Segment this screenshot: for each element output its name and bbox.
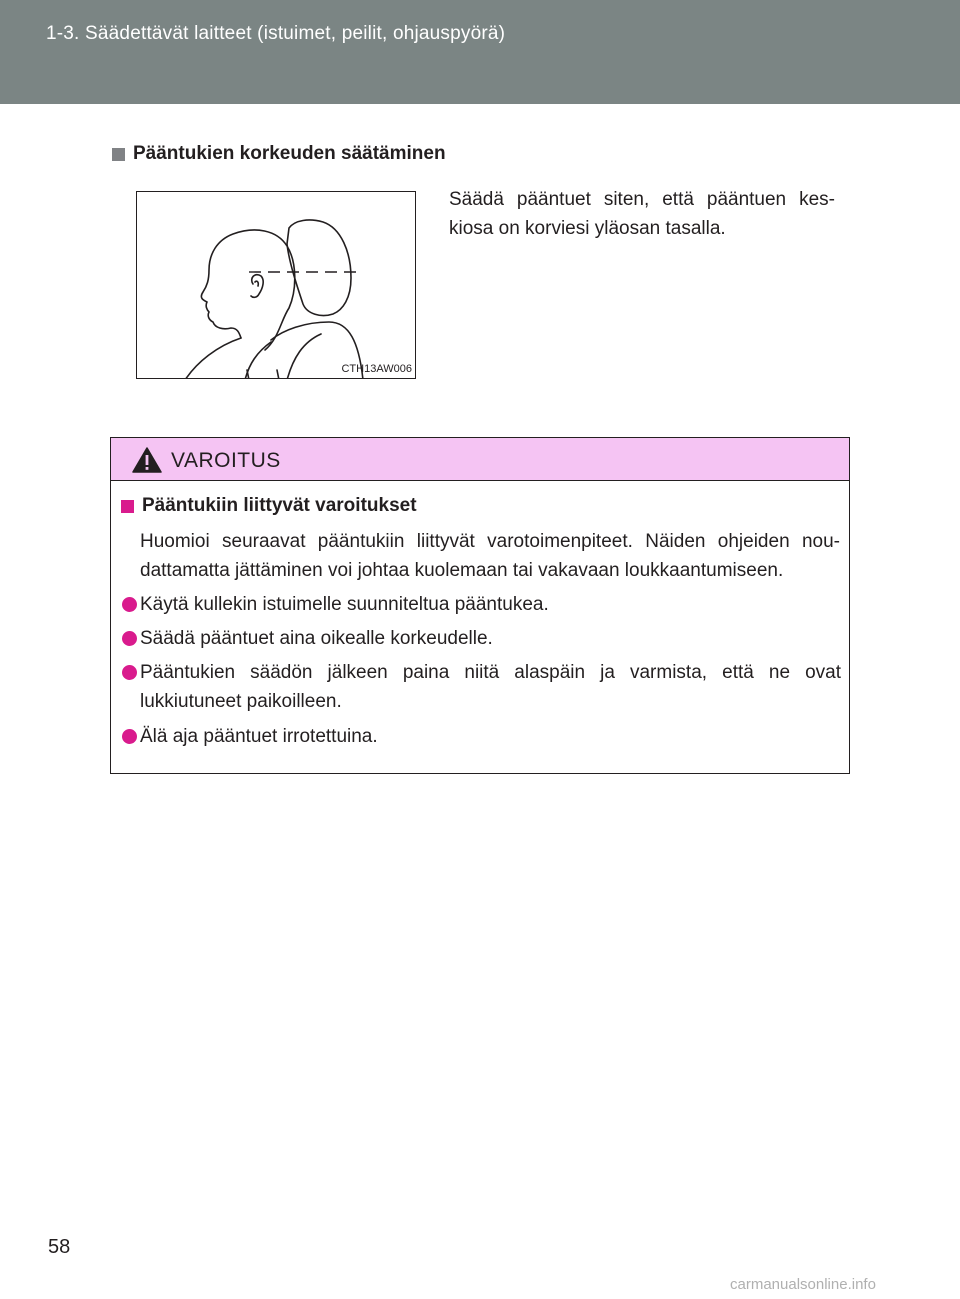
round-bullet-icon xyxy=(122,631,137,646)
header-section-title: 1-3. Säädettävät laitteet (istuimet, peilit, ohjauspyörä) xyxy=(46,23,506,44)
list-item xyxy=(121,658,841,716)
square-bullet-icon xyxy=(112,148,125,161)
list-item-text: Älä aja pääntuet irrotettuina. xyxy=(140,726,378,747)
list-item xyxy=(121,722,841,751)
warning-subheading xyxy=(121,495,417,517)
watermark: carmanualsonline.info xyxy=(730,1276,876,1293)
head-and-headrest-drawing xyxy=(137,192,416,379)
list-item xyxy=(121,624,841,653)
round-bullet-icon xyxy=(122,729,137,744)
list-item-text: Käytä kullekin istuimelle suunniteltua pääntukea. xyxy=(140,594,549,615)
page-number: 58 xyxy=(48,1236,71,1258)
figure-code: CTH13AW006 xyxy=(341,363,412,375)
warning-box xyxy=(110,437,850,774)
warning-subheading-text: Pääntukiin liittyvät varoitukset xyxy=(142,495,417,516)
warning-title: VAROITUS xyxy=(171,449,281,472)
round-bullet-icon xyxy=(122,597,137,612)
warning-header xyxy=(111,438,849,481)
instruction-text: Säädä pääntuet siten, että pääntuen kes- kiosa on korviesi yläosan tasalla. xyxy=(449,189,835,239)
square-bullet-icon xyxy=(121,500,134,513)
list-item-text: Pääntukien säädön jälkeen paina niitä alaspäin ja varmista, että ne ovat lukkiutuneet paikoilleen. xyxy=(140,662,841,712)
list-item xyxy=(121,590,841,619)
round-bullet-icon xyxy=(122,665,137,680)
header-band xyxy=(0,0,960,104)
list-item-text: Säädä pääntuet aina oikealle korkeudelle. xyxy=(140,628,493,649)
section-heading xyxy=(112,143,446,165)
headrest-illustration xyxy=(136,191,416,379)
warning-paragraph: Huomioi seuraavat pääntukiin liittyvät varotoimenpiteet. Näiden ohjeiden nou- dattamatta jättäminen voi johtaa kuolemaan tai vakavaan loukkaantumiseen. xyxy=(140,531,840,581)
warning-triangle-icon xyxy=(132,447,162,473)
section-heading-text: Pääntukien korkeuden säätäminen xyxy=(133,143,446,164)
